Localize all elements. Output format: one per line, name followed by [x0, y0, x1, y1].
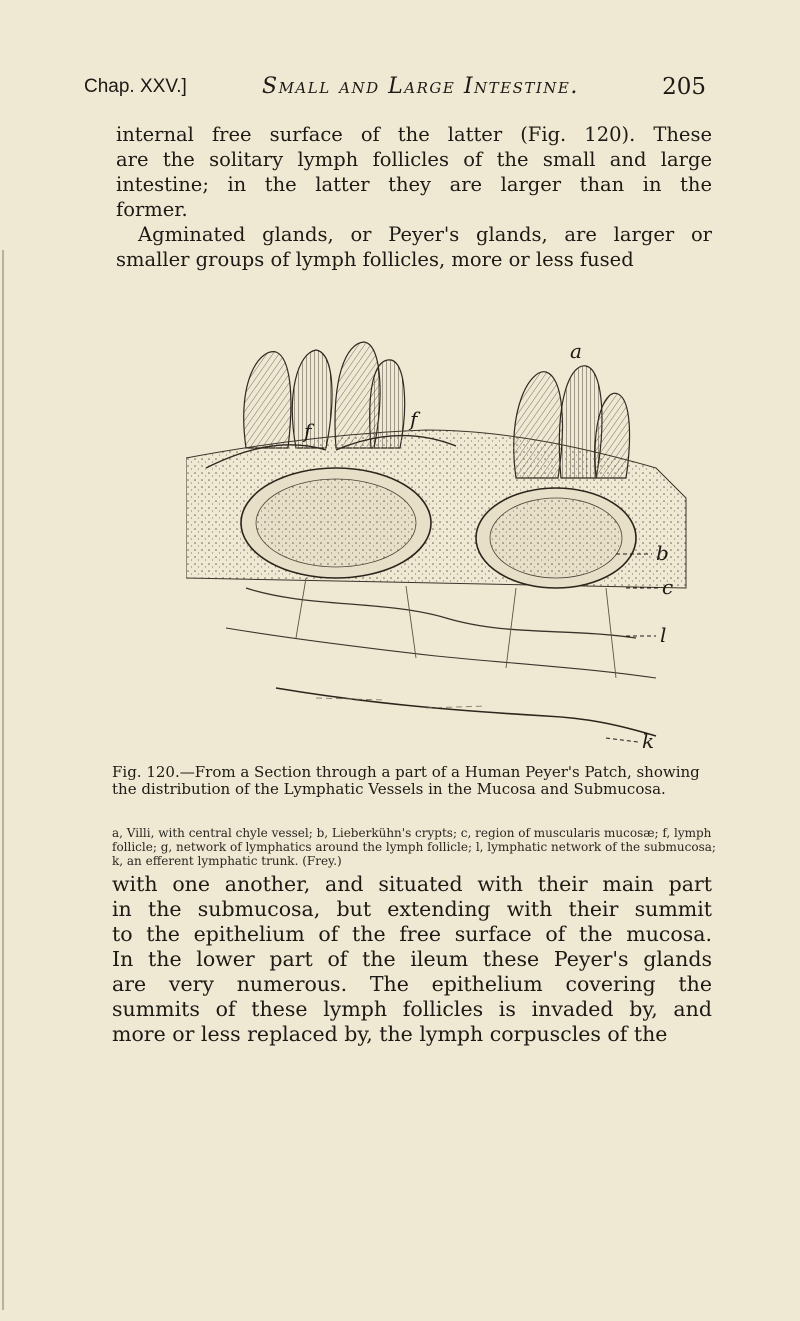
- paragraph-3: [112, 872, 712, 1047]
- figure-legend: a, Villi, with central chyle vessel; b, Lieberkühn's crypts; c, region of muscularis mucosæ; f, lymph follicle; g, network of lymphatics around the lymph follicle; l, lymphatic network of the submucosa; k, an efferent lymphatic trunk. (Frey.): [112, 826, 716, 868]
- label-a: a: [570, 339, 582, 363]
- page-edge-line: [2, 250, 4, 1310]
- running-header: [84, 74, 706, 104]
- text-line: intestine; in the latter they are larger than in the: [116, 173, 712, 196]
- label-l: l: [660, 623, 667, 647]
- running-title: Small and Large Intestine.: [262, 74, 579, 99]
- text-line: Agminated glands, or Peyer's glands, are larger or: [138, 223, 712, 246]
- paragraph-1: [116, 122, 712, 272]
- figure-120-illustration: [186, 338, 691, 758]
- label-b: b: [656, 541, 669, 565]
- text-line: are very numerous. The epithelium covering the: [112, 972, 712, 996]
- label-f: f: [304, 419, 312, 443]
- text-line: smaller groups of lymph follicles, more or less fused: [116, 248, 634, 271]
- lymphatic-network: [226, 578, 656, 736]
- text-line: in the submucosa, but extending with their summit: [112, 897, 712, 921]
- label-c: c: [662, 575, 674, 599]
- figure-caption: [112, 764, 718, 806]
- text-line: to the epithelium of the free surface of the mucosa.: [112, 922, 712, 946]
- text-line: In the lower part of the ileum these Peyer's glands: [112, 947, 712, 971]
- text-line: former.: [116, 198, 188, 221]
- label-k: k: [642, 729, 655, 753]
- text-line: more or less replaced by, the lymph corpuscles of the: [112, 1022, 668, 1046]
- label-f2: f: [410, 407, 418, 431]
- text-line: with one another, and situated with their main part: [112, 872, 712, 896]
- text-line: summits of these lymph follicles is invaded by, and: [112, 997, 712, 1021]
- chapter-label: Chap. XXV.]: [84, 76, 187, 97]
- page-number: 205: [662, 74, 706, 100]
- text-line: internal free surface of the latter (Fig. 120). These: [116, 123, 712, 146]
- text-line: are the solitary lymph follicles of the small and large: [116, 148, 712, 171]
- caption-title: Fig. 120.—From a Section through a part of a Human Peyer's Patch, showing the distribution of the Lymphatic Vessels in the Mucosa and Submucosa.: [112, 763, 700, 798]
